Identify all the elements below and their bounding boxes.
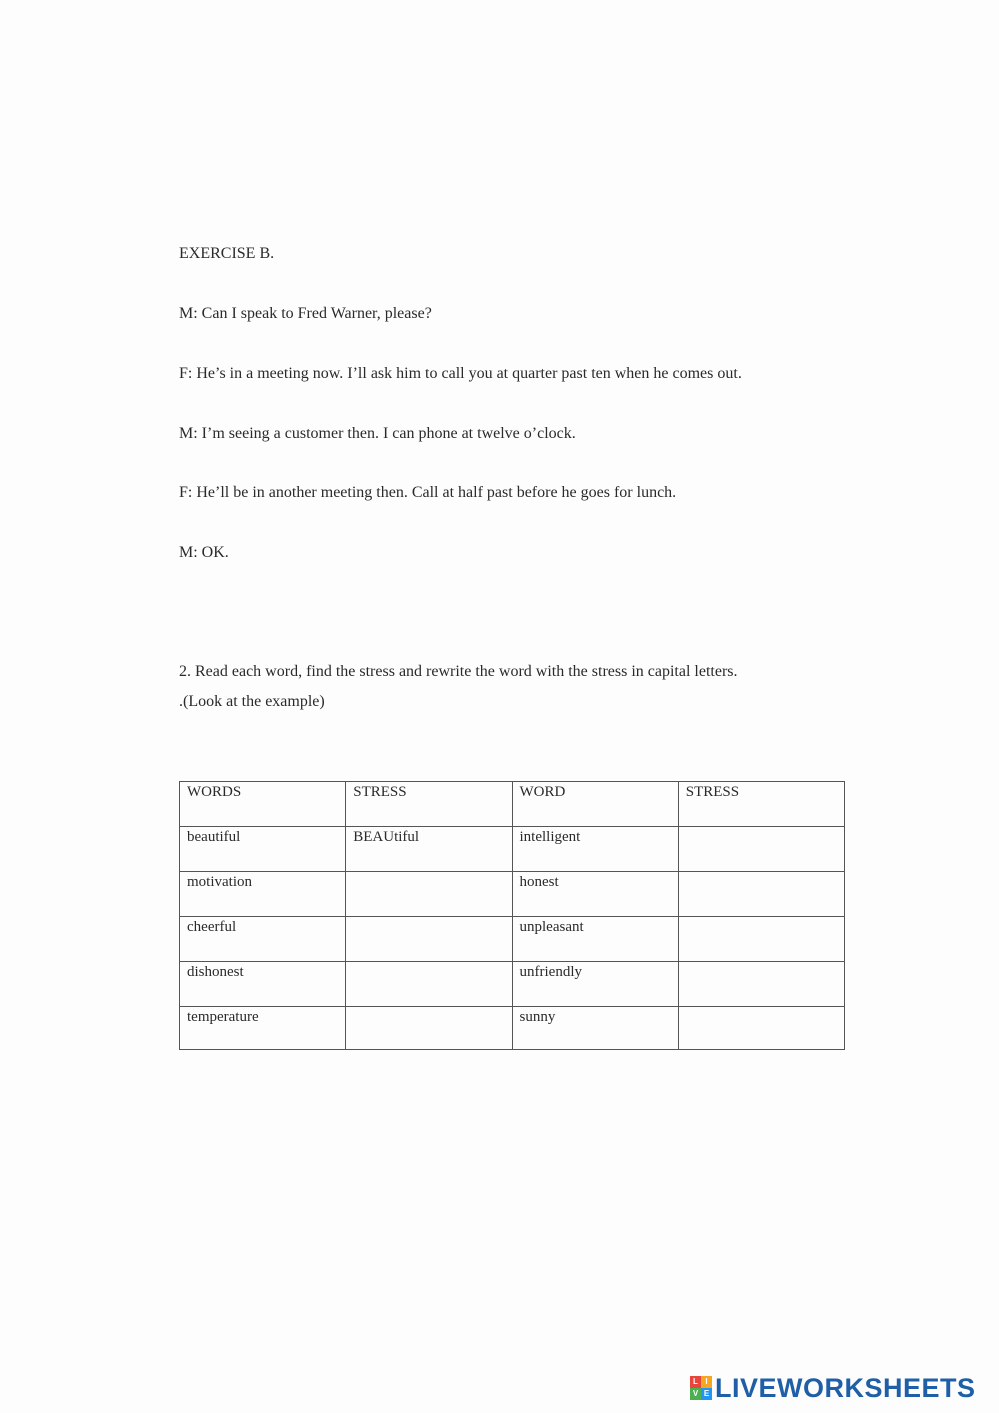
- stress-answer-cell[interactable]: [678, 962, 844, 1007]
- word-cell: beautiful: [180, 827, 346, 872]
- word-stress-table: [179, 781, 845, 1050]
- word-cell: sunny: [512, 1007, 678, 1050]
- stress-answer-cell: BEAUtiful: [346, 827, 512, 872]
- liveworksheets-logo-text: LIVEWORKSHEETS: [715, 1372, 976, 1403]
- word-cell: temperature: [180, 1007, 346, 1050]
- dialogue-line: M: I’m seeing a customer then. I can phone at twelve o’clock.: [179, 425, 576, 442]
- dialogue-line: M: Can I speak to Fred Warner, please?: [179, 305, 432, 322]
- word-cell: cheerful: [180, 917, 346, 962]
- word-cell: honest: [512, 872, 678, 917]
- stress-answer-cell[interactable]: [346, 962, 512, 1007]
- task-instruction-note: .(Look at the example): [179, 693, 325, 710]
- logo-mark-cell: I: [701, 1376, 712, 1388]
- word-cell: unpleasant: [512, 917, 678, 962]
- table-row: [180, 827, 845, 872]
- dialogue-line: F: He’ll be in another meeting then. Call at half past before he goes for lunch.: [179, 484, 677, 501]
- word-cell: dishonest: [180, 962, 346, 1007]
- dialogue-line: M: OK.: [179, 544, 229, 561]
- header-cell-stress: STRESS: [346, 782, 512, 827]
- logo-mark-cell: E: [701, 1388, 712, 1400]
- stress-answer-cell[interactable]: [678, 917, 844, 962]
- header-cell-word: WORD: [512, 782, 678, 827]
- word-cell: unfriendly: [512, 962, 678, 1007]
- dialogue-line: F: He’s in a meeting now. I’ll ask him to call you at quarter past ten when he comes out.: [179, 365, 742, 382]
- logo-mark-cell: L: [690, 1376, 701, 1388]
- stress-answer-cell[interactable]: [678, 1007, 844, 1050]
- exercise-title: EXERCISE B.: [179, 245, 275, 262]
- liveworksheets-logo-icon: [690, 1376, 712, 1400]
- logo-mark-cell: V: [690, 1388, 701, 1400]
- table-row: [180, 872, 845, 917]
- task-instruction: 2. Read each word, find the stress and rewrite the word with the stress in capital letters.: [179, 663, 738, 680]
- table-row: [180, 917, 845, 962]
- stress-answer-cell[interactable]: [346, 917, 512, 962]
- table-header-row: [180, 782, 845, 827]
- table-row: [180, 1007, 845, 1050]
- header-cell-words: WORDS: [180, 782, 346, 827]
- stress-answer-cell[interactable]: [678, 827, 844, 872]
- word-cell: motivation: [180, 872, 346, 917]
- stress-answer-cell[interactable]: [678, 872, 844, 917]
- stress-answer-cell[interactable]: [346, 1007, 512, 1050]
- header-cell-stress: STRESS: [678, 782, 844, 827]
- table-row: [180, 962, 845, 1007]
- word-cell: intelligent: [512, 827, 678, 872]
- stress-answer-cell[interactable]: [346, 872, 512, 917]
- liveworksheets-logo: [690, 1372, 976, 1404]
